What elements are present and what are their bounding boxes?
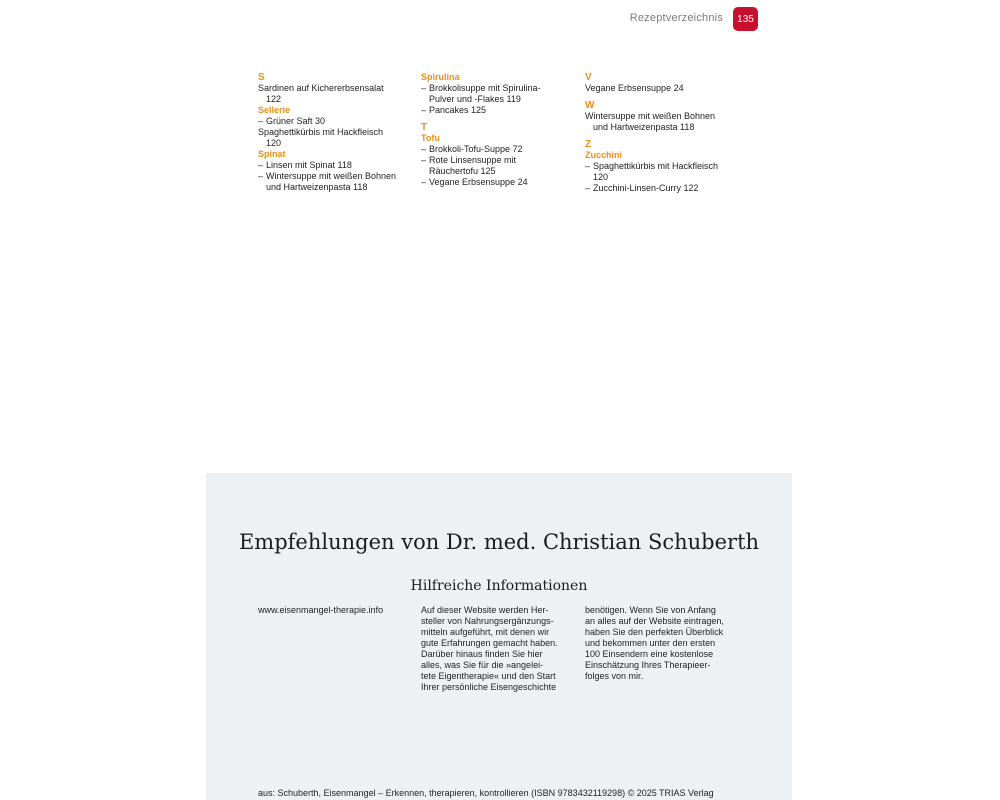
index-entry-line: und Hartweizenpasta 118: [266, 182, 368, 192]
index-entry-line: 122: [266, 94, 282, 104]
index-entry-line: – Spaghettikürbis mit Hackfleisch: [593, 161, 719, 171]
index-letter: Z: [585, 139, 592, 150]
index-entry: [421, 177, 581, 188]
text-line: gute Erfahrungen gemacht haben.: [421, 638, 558, 648]
index-entry-line: – Brokkolisuppe mit Spirulina-: [429, 83, 541, 93]
text-line: mitteln aufgeführt, mit denen wir: [421, 627, 550, 637]
index-entry: [585, 111, 745, 133]
index-entry: [585, 183, 745, 194]
index-entry-line: – Linsen mit Spinat 118: [266, 160, 352, 170]
index-letter: T: [421, 122, 428, 133]
box-text-column-2: [421, 605, 571, 693]
index-entry-line: – Brokkoli-Tofu-Suppe 72: [429, 144, 523, 154]
index-entry-line: – Pancakes 125: [429, 105, 487, 115]
text-line: Einschätzung Ihres Therapieer-: [585, 660, 711, 670]
text-line: Ihrer persönliche Eisengeschichte: [421, 682, 557, 692]
index-entry: [258, 83, 418, 105]
index-letter: W: [585, 100, 595, 111]
text-line: folges von mir.: [585, 671, 644, 681]
box-text-column-3: [585, 605, 735, 682]
index-entry-line: 120: [266, 138, 282, 148]
box-title: Empfehlungen von Dr. med. Christian Schuberth: [238, 530, 760, 554]
index-column-2: [421, 72, 581, 188]
text-line: steller von Nahrungsergänzungs-: [421, 616, 554, 626]
index-entry: [258, 160, 418, 171]
index-entry-line: und Hartweizenpasta 118: [593, 122, 695, 132]
text-line: 100 Einsendern eine kostenlose: [585, 649, 714, 659]
box-subtitle: Hilfreiche Informationen: [410, 578, 588, 594]
index-entry-line: 120: [593, 172, 609, 182]
index-entry-line: Pulver und -Flakes 119: [429, 94, 521, 104]
index-entry-line: – Wintersuppe mit weißen Bohnen: [266, 171, 397, 181]
index-entry-line: – Grüner Saft 30: [266, 116, 326, 126]
index-column-3: [585, 72, 745, 194]
index-entry: [585, 161, 745, 183]
index-letter: S: [258, 72, 265, 83]
text-line: an alles auf der Website eintragen,: [585, 616, 724, 626]
recommendation-box: [206, 473, 792, 800]
index-entry: [421, 155, 581, 177]
index-entry: [421, 105, 581, 116]
index-entry: [258, 171, 418, 193]
text-line: tete Eigentherapie« und den Start: [421, 671, 556, 681]
text-line: Auf dieser Website werden Her-: [421, 605, 549, 615]
index-entry-line: Räuchertofu 125: [429, 166, 496, 176]
website-link[interactable]: www.eisenmangel-therapie.info: [258, 605, 384, 615]
running-header-title: Rezeptverzeichnis: [629, 12, 723, 24]
index-subhead: Sellerie: [258, 105, 291, 115]
text-line: haben Sie den perfekten Überblick: [585, 627, 724, 637]
index-entry: [258, 127, 418, 149]
index-entry-line: Wintersuppe mit weißen Bohnen: [585, 111, 716, 121]
index-entry: [421, 144, 581, 155]
index-subhead: Zucchini: [585, 150, 623, 160]
index-entry-line: Spaghettikürbis mit Hackfleisch: [258, 127, 384, 137]
index-subhead: Spirulina: [421, 72, 460, 82]
index-entry-line: – Rote Linsensuppe mit: [429, 155, 517, 165]
text-line: und bekommen unter den ersten: [585, 638, 716, 648]
index-subhead: Tofu: [421, 133, 440, 143]
page-number-badge: 135: [733, 7, 758, 31]
source-footer: aus: Schuberth, Eisenmangel – Erkennen, therapieren, kontrollieren (ISBN 9783432119298) © 2025 TRIAS Verlag: [258, 788, 714, 798]
index-entry-line: Vegane Erbsensuppe 24: [585, 83, 684, 93]
text-line: alles, was Sie für die »angelei-: [421, 660, 544, 670]
index-entry: [585, 83, 745, 94]
index-entry-line: – Vegane Erbsensuppe 24: [429, 177, 528, 187]
index-entry: [421, 83, 581, 105]
index-entry-line: Sardinen auf Kichererbsensalat: [258, 83, 384, 93]
index-subhead: Spinat: [258, 149, 286, 159]
text-line: Darüber hinaus finden Sie hier: [421, 649, 543, 659]
text-line: benötigen. Wenn Sie von Anfang: [585, 605, 716, 615]
index-column-1: [258, 72, 418, 193]
index-entry: [258, 116, 418, 127]
index-letter: V: [585, 72, 592, 83]
index-entry-line: – Zucchini-Linsen-Curry 122: [593, 183, 699, 193]
